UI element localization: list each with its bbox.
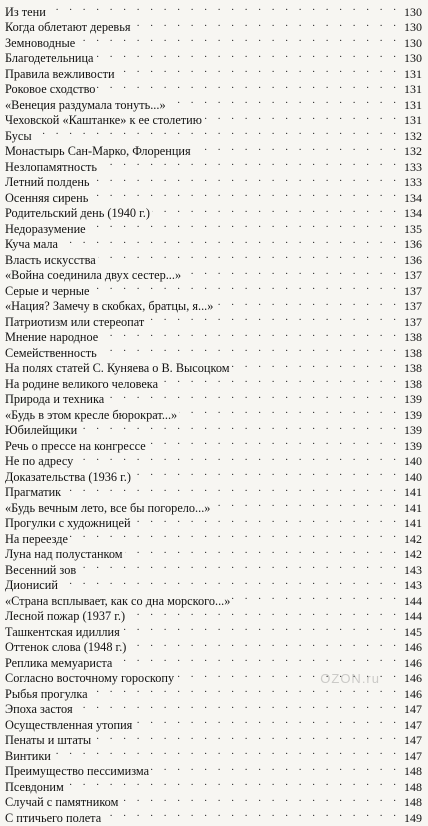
toc-entry-title: Родительский день (1940 г.): [5, 206, 152, 222]
toc-entry-page-number: 143: [400, 578, 422, 594]
toc-entry-page-number: 131: [400, 67, 422, 83]
toc-entry-title: Согласно восточному гороскопу: [5, 671, 176, 687]
toc-entry-title: На родине великого человека: [5, 377, 160, 393]
dot-leader: [66, 775, 400, 791]
dot-leader: [60, 574, 400, 590]
toc-entry-title: «Нация? Замечу в скобках, братцы, я...»: [5, 299, 215, 315]
toc-entry-title: «Венеция раздумала тонуть...»: [5, 98, 168, 114]
toc-entry-title: Рыбья прогулка: [5, 687, 90, 703]
toc-entry-page-number: 130: [400, 5, 422, 21]
toc-entry: [5, 744, 422, 760]
toc-entry-title: «Будь вечным лето, все бы погорело...»: [5, 501, 212, 517]
toc-entry-title: На полях статей С. Куняева о В. Высоцком: [5, 361, 232, 377]
toc-entry-page-number: 142: [400, 532, 422, 548]
toc-entry-title: «Страна всплывает, как со дна морского...»: [5, 594, 232, 610]
toc-entry-page-number: 132: [400, 144, 422, 160]
toc-entry-title: Эпоха застоя: [5, 702, 75, 718]
dot-leader: [176, 667, 400, 683]
toc-entry: [5, 496, 422, 512]
toc-entry-title: Роковое сходство: [5, 82, 97, 98]
toc-entry-page-number: 144: [400, 609, 422, 625]
toc-entry: [5, 791, 422, 807]
toc-entry-title: Пенаты и штаты: [5, 733, 93, 749]
dot-leader: [92, 171, 400, 187]
toc-entry-title: «Война соединила двух сестер...»: [5, 268, 183, 284]
toc-entry-title: Дионисий: [5, 578, 60, 594]
toc-entry-page-number: 145: [400, 625, 422, 641]
dot-leader: [179, 403, 400, 419]
toc-entry-page-number: 147: [400, 733, 422, 749]
dot-leader: [183, 264, 400, 280]
toc-entry-page-number: 147: [400, 718, 422, 734]
toc-entry-page-number: 138: [400, 377, 422, 393]
dot-leader: [70, 527, 400, 543]
toc-entry-title: Доказательства (1936 г.): [5, 470, 133, 486]
dot-leader: [128, 636, 400, 652]
toc-entry-title: Преимущество пессимизма: [5, 764, 151, 780]
toc-entry: [5, 589, 422, 605]
dot-leader: [125, 543, 400, 559]
dot-leader: [103, 806, 400, 822]
dot-leader: [90, 186, 400, 202]
dot-leader: [151, 760, 400, 776]
dot-leader: [92, 279, 401, 295]
toc-entry-page-number: 134: [400, 206, 422, 222]
toc-entry-title: Весенний зов: [5, 563, 78, 579]
toc-entry: [5, 124, 422, 140]
toc-entry-title: Не по адресу: [5, 454, 75, 470]
toc-entry-page-number: 134: [400, 191, 422, 207]
toc-entry-title: Земноводные: [5, 36, 77, 52]
toc-entry-title: Когда облетают деревья: [5, 20, 133, 36]
toc-entry-page-number: 148: [400, 780, 422, 796]
dot-leader: [98, 248, 400, 264]
dot-leader: [77, 31, 400, 47]
toc-entry-page-number: 146: [400, 687, 422, 703]
dot-leader: [215, 295, 400, 311]
table-of-contents: [5, 0, 422, 822]
toc-entry-title: Юбилейщики: [5, 423, 79, 439]
dot-leader: [114, 651, 400, 667]
dot-leader: [133, 512, 400, 528]
toc-entry-title: Речь о прессе на конгрессе: [5, 439, 148, 455]
toc-entry: [5, 481, 422, 497]
dot-leader: [193, 140, 400, 156]
toc-entry-page-number: 139: [400, 439, 422, 455]
toc-entry-title: Правила вежливости: [5, 67, 117, 83]
ozon-watermark: OZON.ru: [320, 671, 380, 686]
dot-leader: [212, 496, 400, 512]
toc-entry-page-number: 141: [400, 516, 422, 532]
toc-entry-title: Реплика мемуариста: [5, 656, 114, 672]
dot-leader: [168, 93, 400, 109]
toc-entry: [5, 233, 422, 249]
toc-entry-page-number: 139: [400, 408, 422, 424]
dot-leader: [127, 605, 400, 621]
toc-entry-title: Бусы: [5, 129, 34, 145]
dot-leader: [122, 620, 400, 636]
dot-leader: [99, 341, 400, 357]
toc-entry-title: «Будь в этом кресле бюрократ...»: [5, 408, 179, 424]
toc-entry-title: Мнение народное: [5, 330, 100, 346]
toc-entry-page-number: 137: [400, 299, 422, 315]
toc-entry-page-number: 148: [400, 795, 422, 811]
toc-entry-page-number: 131: [400, 98, 422, 114]
toc-entry-title: Семейственность: [5, 346, 99, 362]
dot-leader: [117, 62, 400, 78]
toc-entry-title: С птичьего полета: [5, 811, 103, 826]
toc-entry-page-number: 147: [400, 702, 422, 718]
dot-leader: [152, 202, 400, 218]
toc-entry-title: Патриотизм или стереопат: [5, 315, 146, 331]
dot-leader: [204, 109, 400, 125]
toc-entry-title: Псевдоним: [5, 780, 66, 796]
dot-leader: [133, 16, 401, 32]
toc-entry-page-number: 136: [400, 253, 422, 269]
toc-entry-page-number: 137: [400, 284, 422, 300]
toc-entry-title: Прагматик: [5, 485, 63, 501]
dot-leader: [78, 558, 400, 574]
toc-entry-page-number: 131: [400, 82, 422, 98]
toc-entry-title: Власть искусства: [5, 253, 98, 269]
toc-entry-page-number: 138: [400, 330, 422, 346]
toc-entry-page-number: 146: [400, 656, 422, 672]
toc-entry-title: Незлопамятность: [5, 160, 99, 176]
dot-leader: [90, 682, 400, 698]
toc-entry-title: На переезде: [5, 532, 70, 548]
toc-entry-title: Летний полдень: [5, 175, 92, 191]
toc-entry-title: Оттенок слова (1948 г.): [5, 640, 128, 656]
toc-entry-page-number: 130: [400, 36, 422, 52]
toc-entry-page-number: 131: [400, 113, 422, 129]
dot-leader: [97, 78, 400, 94]
toc-entry-page-number: 132: [400, 129, 422, 145]
toc-entry-page-number: 149: [400, 811, 422, 826]
toc-entry-title: Лесной пожар (1937 г.): [5, 609, 127, 625]
dot-leader: [133, 465, 400, 481]
dot-leader: [106, 388, 400, 404]
toc-entry-page-number: 139: [400, 423, 422, 439]
dot-leader: [88, 217, 400, 233]
toc-entry-page-number: 137: [400, 315, 422, 331]
toc-entry-page-number: 144: [400, 594, 422, 610]
toc-entry-title: Чеховской «Каштанке» к ее столетию: [5, 113, 204, 129]
toc-entry: [5, 140, 422, 156]
toc-entry-title: Природа и техника: [5, 392, 106, 408]
toc-entry-page-number: 148: [400, 764, 422, 780]
dot-leader: [100, 326, 400, 342]
toc-entry-title: Прогулки с художницей: [5, 516, 133, 532]
toc-entry-title: Монастырь Сан-Марко, Флоренция: [5, 144, 193, 160]
toc-entry-page-number: 146: [400, 671, 422, 687]
toc-entry: [5, 760, 422, 776]
dot-leader: [120, 791, 400, 807]
toc-entry-page-number: 143: [400, 563, 422, 579]
toc-entry: [5, 775, 422, 791]
toc-entry-page-number: 130: [400, 51, 422, 67]
toc-entry-page-number: 133: [400, 160, 422, 176]
dot-leader: [79, 419, 400, 435]
toc-entry-title: Куча мала: [5, 237, 60, 253]
dot-leader: [232, 589, 400, 605]
toc-entry: [5, 16, 422, 32]
dot-leader: [63, 481, 400, 497]
toc-entry-page-number: 138: [400, 361, 422, 377]
toc-entry-page-number: 136: [400, 237, 422, 253]
toc-entry-title: Осенняя сирень: [5, 191, 90, 207]
dot-leader: [60, 233, 400, 249]
dot-leader: [96, 47, 400, 63]
toc-entry-page-number: 141: [400, 501, 422, 517]
dot-leader: [75, 450, 400, 466]
toc-entry: [5, 248, 422, 264]
dot-leader: [48, 0, 400, 16]
toc-entry-page-number: 140: [400, 454, 422, 470]
toc-entry-page-number: 147: [400, 749, 422, 765]
toc-entry-page-number: 140: [400, 470, 422, 486]
dot-leader: [93, 729, 400, 745]
toc-entry-title: Из тени: [5, 5, 48, 21]
toc-entry-title: Случай с памятником: [5, 795, 120, 811]
toc-entry-title: Серые и черные: [5, 284, 92, 300]
dot-leader: [99, 155, 400, 171]
toc-entry-page-number: 137: [400, 268, 422, 284]
toc-entry: [5, 0, 422, 16]
dot-leader: [232, 357, 400, 373]
dot-leader: [34, 124, 400, 140]
toc-entry-page-number: 146: [400, 640, 422, 656]
dot-leader: [160, 372, 400, 388]
toc-entry: [5, 574, 422, 590]
toc-entry-title: Благодетельница: [5, 51, 96, 67]
toc-entry-page-number: 133: [400, 175, 422, 191]
toc-entry-title: Осуществленная утопия: [5, 718, 134, 734]
dot-leader: [53, 744, 400, 760]
dot-leader: [146, 310, 400, 326]
toc-entry-page-number: 139: [400, 392, 422, 408]
dot-leader: [134, 713, 400, 729]
toc-entry-title: Недоразумение: [5, 222, 88, 238]
toc-entry-title: Ташкентская идиллия: [5, 625, 122, 641]
toc-entry-page-number: 135: [400, 222, 422, 238]
toc-entry-page-number: 130: [400, 20, 422, 36]
toc-entry-title: Винтики: [5, 749, 53, 765]
dot-leader: [148, 434, 400, 450]
toc-entry-page-number: 141: [400, 485, 422, 501]
toc-entry-title: Луна над полустанком: [5, 547, 125, 563]
toc-entry-page-number: 138: [400, 346, 422, 362]
toc-entry-page-number: 142: [400, 547, 422, 563]
